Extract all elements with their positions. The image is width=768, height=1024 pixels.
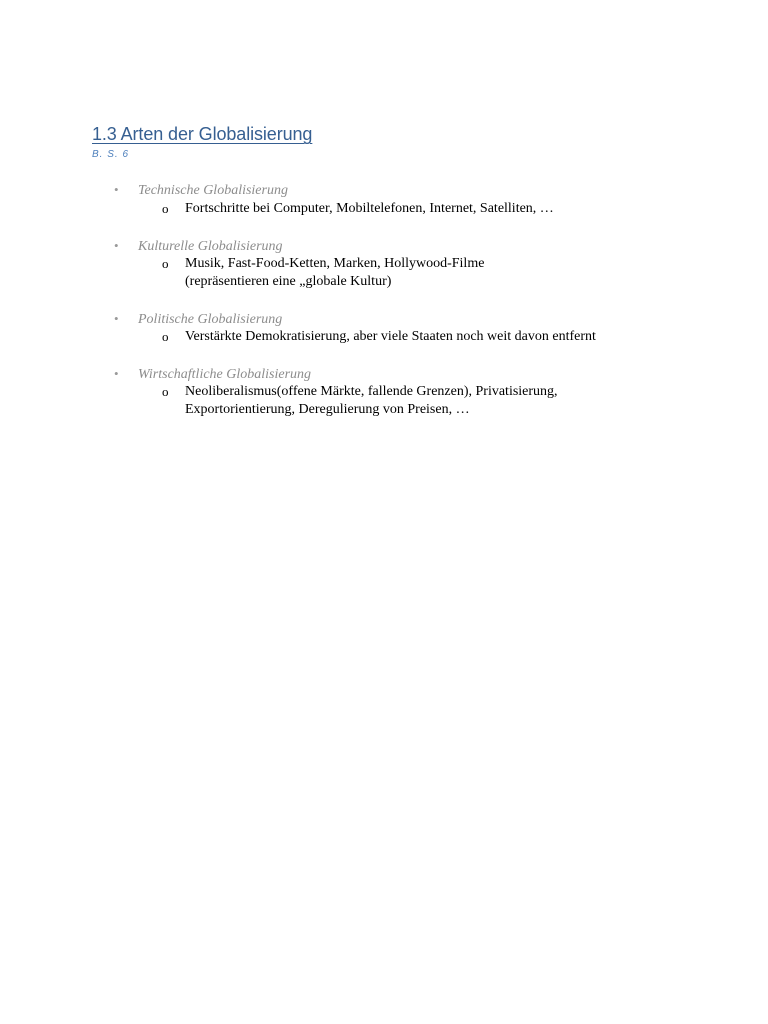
sub-item-text: Neoliberalismus(offene Märkte, fallende Grenzen), Privatisierung,	[185, 384, 558, 399]
category-label: Wirtschaftliche Globalisierung	[138, 367, 312, 382]
source-reference: B. S. 6	[92, 149, 130, 160]
circle-bullet-icon: o	[162, 256, 169, 271]
category-label: Technische Globalisierung	[138, 183, 288, 198]
sub-item-text: Musik, Fast-Food-Ketten, Marken, Hollywood-Filme	[185, 256, 485, 271]
category-item-technical	[114, 181, 288, 199]
section-heading: 1.3 Arten der Globalisierung	[92, 124, 313, 144]
sub-item-economic	[162, 383, 722, 419]
category-item-economic	[114, 365, 311, 383]
circle-bullet-icon: o	[162, 384, 169, 399]
circle-bullet-icon: o	[162, 201, 169, 216]
sub-item-cultural	[162, 255, 722, 291]
bullet-icon: •	[114, 311, 119, 326]
category-item-political	[114, 310, 282, 328]
sub-item-text-continued: (repräsentieren eine „globale Kultur)	[185, 274, 392, 289]
sub-item-political	[162, 328, 722, 346]
sub-item-technical	[162, 200, 722, 218]
category-item-cultural	[114, 237, 283, 255]
category-label: Politische Globalisierung	[138, 312, 283, 327]
category-label: Kulturelle Globalisierung	[138, 239, 283, 254]
sub-item-text: Verstärkte Demokratisierung, aber viele Staaten noch weit davon entfernt	[185, 329, 596, 344]
bullet-icon: •	[114, 366, 119, 381]
bullet-icon: •	[114, 182, 119, 197]
sub-item-text-continued: Exportorientierung, Deregulierung von Preisen, …	[185, 402, 470, 417]
sub-item-text: Fortschritte bei Computer, Mobiltelefonen, Internet, Satelliten, …	[185, 201, 554, 216]
bullet-icon: •	[114, 238, 119, 253]
circle-bullet-icon: o	[162, 329, 169, 344]
